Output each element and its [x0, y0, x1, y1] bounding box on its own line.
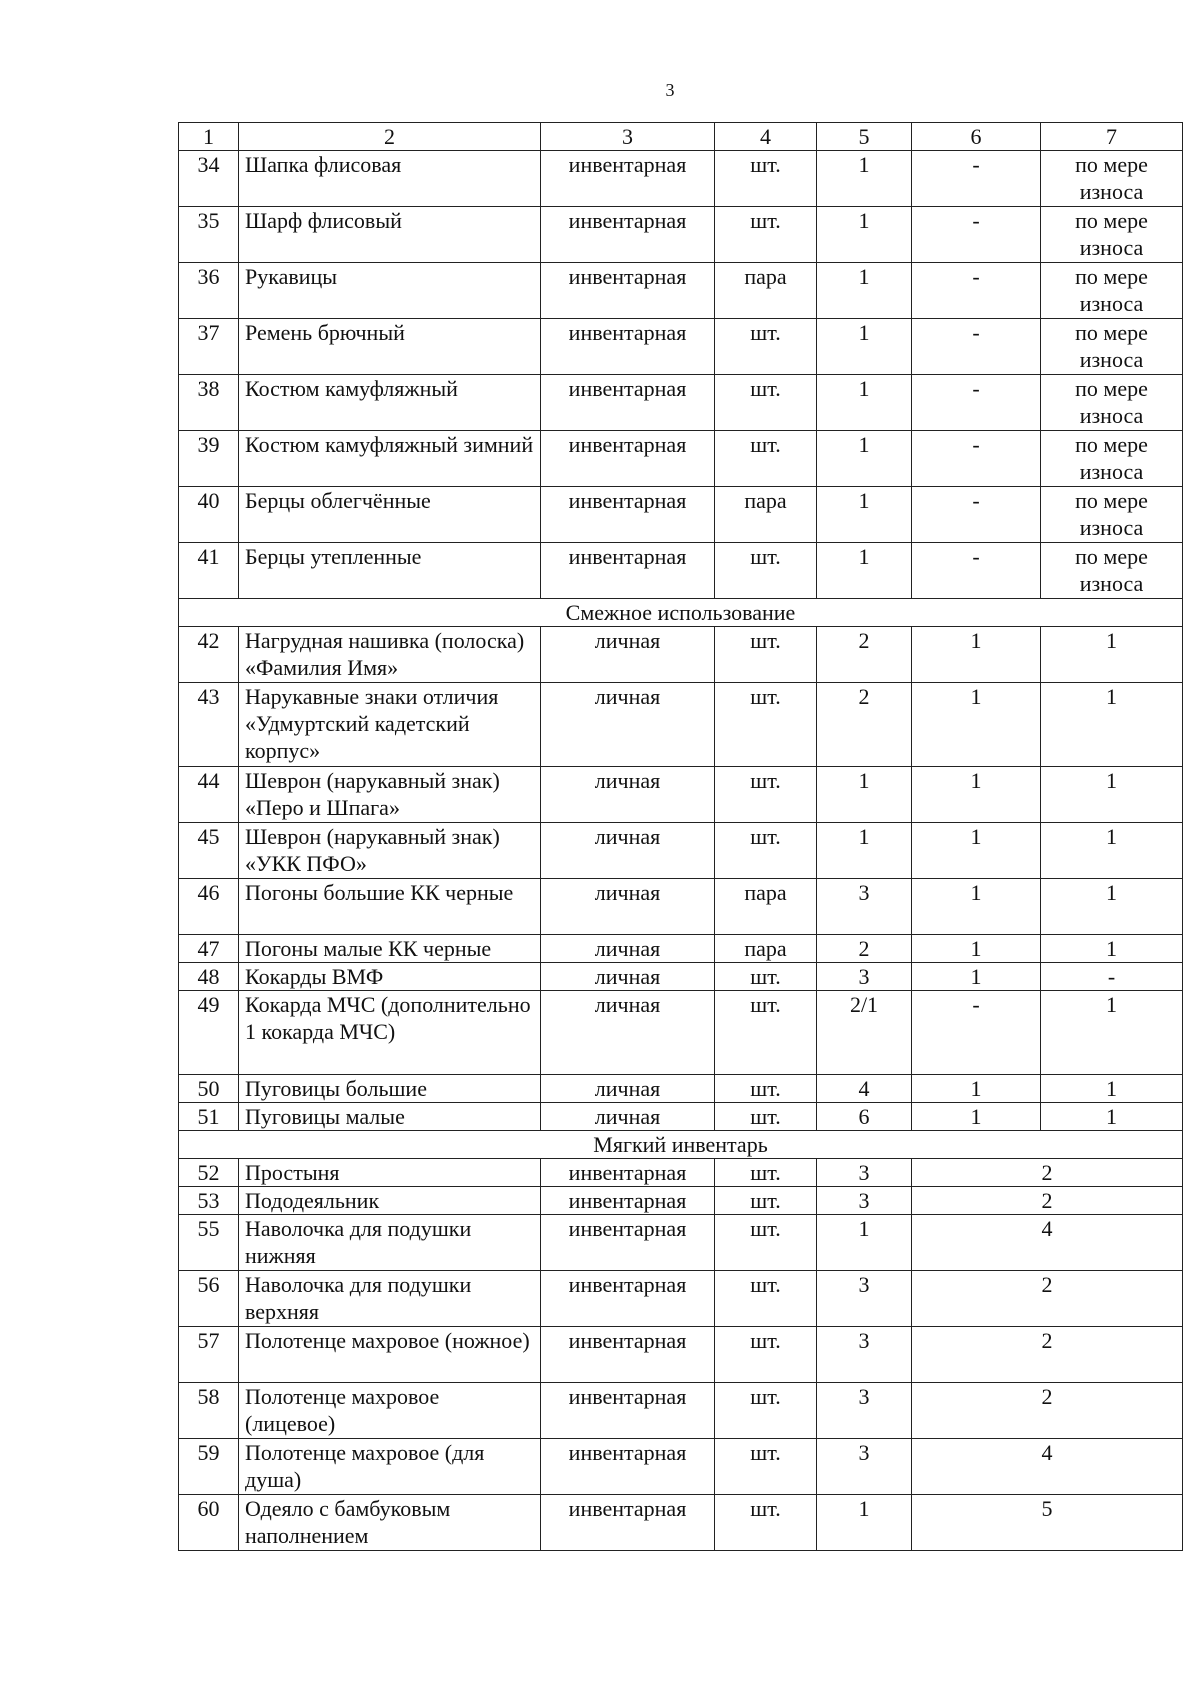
item-qty-col5: 1 — [817, 823, 912, 879]
item-qty-col7: 1 — [1041, 627, 1183, 683]
item-unit: шт. — [715, 683, 817, 767]
item-name: Полотенце махровое (для душа) — [239, 1439, 541, 1495]
item-name: Кокарда МЧС (дополнительно 1 кокарда МЧС) — [239, 991, 541, 1075]
table-row — [179, 1215, 1183, 1271]
item-type: личная — [541, 683, 715, 767]
item-unit: шт. — [715, 375, 817, 431]
row-number: 52 — [179, 1159, 239, 1187]
item-type: инвентарная — [541, 1271, 715, 1327]
item-type: личная — [541, 1103, 715, 1131]
item-qty-col5: 3 — [817, 1187, 912, 1215]
item-qty-col7: 1 — [1041, 1103, 1183, 1131]
item-name: Нагрудная нашивка (полоска) «Фамилия Имя» — [239, 627, 541, 683]
table-row — [179, 1159, 1183, 1187]
item-type: инвентарная — [541, 375, 715, 431]
item-type: личная — [541, 627, 715, 683]
item-name: Рукавицы — [239, 263, 541, 319]
item-unit: шт. — [715, 1103, 817, 1131]
table-row — [179, 487, 1183, 543]
item-qty-col5: 1 — [817, 263, 912, 319]
item-qty-col6: - — [912, 431, 1041, 487]
item-type: инвентарная — [541, 1439, 715, 1495]
item-name: Пододеяльник — [239, 1187, 541, 1215]
item-qty-col7: 1 — [1041, 991, 1183, 1075]
item-qty-col7: по мере износа — [1041, 375, 1183, 431]
table-row — [179, 1271, 1183, 1327]
item-name: Шарф флисовый — [239, 207, 541, 263]
item-qty-col5: 1 — [817, 487, 912, 543]
table-row — [179, 1383, 1183, 1439]
item-unit: пара — [715, 879, 817, 935]
item-qty-col6-7: 2 — [912, 1327, 1183, 1383]
page-number: 3 — [665, 80, 675, 100]
item-type: инвентарная — [541, 1159, 715, 1187]
table-row — [179, 1327, 1183, 1383]
item-qty-col5: 3 — [817, 1327, 912, 1383]
item-qty-col6: - — [912, 151, 1041, 207]
table-row — [179, 991, 1183, 1075]
item-name: Ремень брючный — [239, 319, 541, 375]
item-type: личная — [541, 935, 715, 963]
item-qty-col6: - — [912, 263, 1041, 319]
table-row — [179, 627, 1183, 683]
item-name: Погоны большие КК черные — [239, 879, 541, 935]
table-row — [179, 823, 1183, 879]
item-name: Одеяло с бамбуковым наполнением — [239, 1495, 541, 1551]
item-name: Шеврон (нарукавный знак) «УКК ПФО» — [239, 823, 541, 879]
item-unit: шт. — [715, 1187, 817, 1215]
row-number: 58 — [179, 1383, 239, 1439]
item-unit: шт. — [715, 319, 817, 375]
item-qty-col6: 1 — [912, 963, 1041, 991]
row-number: 39 — [179, 431, 239, 487]
item-type: инвентарная — [541, 1383, 715, 1439]
item-unit: шт. — [715, 1327, 817, 1383]
item-name: Берцы утепленные — [239, 543, 541, 599]
item-type: инвентарная — [541, 1327, 715, 1383]
row-number: 38 — [179, 375, 239, 431]
item-qty-col5: 1 — [817, 207, 912, 263]
item-type: личная — [541, 963, 715, 991]
row-number: 43 — [179, 683, 239, 767]
item-qty-col5: 1 — [817, 431, 912, 487]
item-qty-col5: 1 — [817, 543, 912, 599]
item-qty-col5: 1 — [817, 1215, 912, 1271]
item-unit: пара — [715, 263, 817, 319]
item-qty-col5: 3 — [817, 1383, 912, 1439]
item-qty-col6-7: 5 — [912, 1495, 1183, 1551]
item-name: Наволочка для подушки верхняя — [239, 1271, 541, 1327]
item-unit: шт. — [715, 767, 817, 823]
item-type: инвентарная — [541, 431, 715, 487]
item-qty-col6: 1 — [912, 935, 1041, 963]
item-qty-col6-7: 2 — [912, 1159, 1183, 1187]
item-qty-col5: 2/1 — [817, 991, 912, 1075]
item-unit: шт. — [715, 1215, 817, 1271]
item-unit: пара — [715, 935, 817, 963]
item-name: Полотенце махровое (ножное) — [239, 1327, 541, 1383]
row-number: 40 — [179, 487, 239, 543]
item-qty-col7: по мере износа — [1041, 543, 1183, 599]
item-unit: шт. — [715, 1271, 817, 1327]
item-qty-col6: 1 — [912, 683, 1041, 767]
item-type: личная — [541, 991, 715, 1075]
item-qty-col6: 1 — [912, 1103, 1041, 1131]
item-unit: шт. — [715, 627, 817, 683]
item-qty-col7: 1 — [1041, 935, 1183, 963]
item-qty-col6: 1 — [912, 627, 1041, 683]
item-qty-col6: 1 — [912, 823, 1041, 879]
row-number: 48 — [179, 963, 239, 991]
item-qty-col6: - — [912, 487, 1041, 543]
item-unit: шт. — [715, 151, 817, 207]
item-unit: шт. — [715, 207, 817, 263]
item-qty-col5: 2 — [817, 683, 912, 767]
row-number: 41 — [179, 543, 239, 599]
table-row — [179, 319, 1183, 375]
section-title: Мягкий инвентарь — [179, 1131, 1183, 1159]
row-number: 55 — [179, 1215, 239, 1271]
item-qty-col6-7: 2 — [912, 1271, 1183, 1327]
item-qty-col6: - — [912, 375, 1041, 431]
row-number: 49 — [179, 991, 239, 1075]
table-row — [179, 151, 1183, 207]
column-header: 2 — [239, 123, 541, 151]
item-name: Кокарды ВМФ — [239, 963, 541, 991]
item-qty-col5: 1 — [817, 767, 912, 823]
item-qty-col7: 1 — [1041, 823, 1183, 879]
item-qty-col7: по мере износа — [1041, 207, 1183, 263]
item-name: Пуговицы малые — [239, 1103, 541, 1131]
item-type: инвентарная — [541, 487, 715, 543]
item-unit: шт. — [715, 1439, 817, 1495]
item-qty-col6: - — [912, 991, 1041, 1075]
item-type: инвентарная — [541, 543, 715, 599]
item-qty-col6: 1 — [912, 879, 1041, 935]
item-name: Берцы облегчённые — [239, 487, 541, 543]
row-number: 57 — [179, 1327, 239, 1383]
item-qty-col6: - — [912, 207, 1041, 263]
item-qty-col6: - — [912, 543, 1041, 599]
table-row — [179, 879, 1183, 935]
table-row — [179, 543, 1183, 599]
item-unit: шт. — [715, 991, 817, 1075]
item-unit: шт. — [715, 543, 817, 599]
table-row — [179, 1495, 1183, 1551]
table-row — [179, 263, 1183, 319]
item-type: личная — [541, 767, 715, 823]
row-number: 34 — [179, 151, 239, 207]
row-number: 50 — [179, 1075, 239, 1103]
item-qty-col5: 1 — [817, 1495, 912, 1551]
item-type: инвентарная — [541, 319, 715, 375]
row-number: 51 — [179, 1103, 239, 1131]
item-qty-col7: 1 — [1041, 683, 1183, 767]
item-qty-col7: - — [1041, 963, 1183, 991]
table-row — [179, 1187, 1183, 1215]
item-qty-col5: 3 — [817, 1271, 912, 1327]
item-qty-col7: 1 — [1041, 1075, 1183, 1103]
row-number: 35 — [179, 207, 239, 263]
row-number: 45 — [179, 823, 239, 879]
item-qty-col6-7: 4 — [912, 1215, 1183, 1271]
row-number: 59 — [179, 1439, 239, 1495]
item-qty-col5: 3 — [817, 879, 912, 935]
column-header: 1 — [179, 123, 239, 151]
item-type: личная — [541, 823, 715, 879]
item-qty-col5: 1 — [817, 375, 912, 431]
row-number: 47 — [179, 935, 239, 963]
item-type: инвентарная — [541, 151, 715, 207]
row-number: 56 — [179, 1271, 239, 1327]
item-qty-col5: 1 — [817, 319, 912, 375]
item-name: Костюм камуфляжный — [239, 375, 541, 431]
item-type: личная — [541, 1075, 715, 1103]
item-type: инвентарная — [541, 1495, 715, 1551]
item-unit: шт. — [715, 963, 817, 991]
section-row — [179, 1131, 1183, 1159]
item-qty-col7: по мере износа — [1041, 151, 1183, 207]
item-name: Пуговицы большие — [239, 1075, 541, 1103]
table-row — [179, 431, 1183, 487]
inventory-table — [178, 122, 1183, 1551]
item-qty-col6-7: 2 — [912, 1187, 1183, 1215]
item-qty-col7: 1 — [1041, 767, 1183, 823]
row-number: 42 — [179, 627, 239, 683]
row-number: 37 — [179, 319, 239, 375]
item-unit: пара — [715, 487, 817, 543]
item-qty-col5: 6 — [817, 1103, 912, 1131]
item-qty-col5: 3 — [817, 963, 912, 991]
item-type: инвентарная — [541, 1215, 715, 1271]
row-number: 46 — [179, 879, 239, 935]
column-header-row — [179, 123, 1183, 151]
table-row — [179, 767, 1183, 823]
item-name: Шапка флисовая — [239, 151, 541, 207]
item-qty-col5: 3 — [817, 1159, 912, 1187]
item-qty-col5: 3 — [817, 1439, 912, 1495]
column-header: 7 — [1041, 123, 1183, 151]
item-qty-col7: по мере износа — [1041, 431, 1183, 487]
table-row — [179, 375, 1183, 431]
item-name: Наволочка для подушки нижняя — [239, 1215, 541, 1271]
item-qty-col6-7: 2 — [912, 1383, 1183, 1439]
row-number: 36 — [179, 263, 239, 319]
item-name: Костюм камуфляжный зимний — [239, 431, 541, 487]
item-qty-col7: 1 — [1041, 879, 1183, 935]
column-header: 5 — [817, 123, 912, 151]
row-number: 60 — [179, 1495, 239, 1551]
row-number: 53 — [179, 1187, 239, 1215]
table-row — [179, 207, 1183, 263]
item-qty-col5: 2 — [817, 627, 912, 683]
item-type: инвентарная — [541, 263, 715, 319]
column-header: 3 — [541, 123, 715, 151]
item-qty-col5: 1 — [817, 151, 912, 207]
item-qty-col7: по мере износа — [1041, 319, 1183, 375]
column-header: 4 — [715, 123, 817, 151]
item-unit: шт. — [715, 1075, 817, 1103]
section-title: Смежное использование — [179, 599, 1183, 627]
column-header: 6 — [912, 123, 1041, 151]
item-qty-col6: 1 — [912, 1075, 1041, 1103]
item-qty-col6-7: 4 — [912, 1439, 1183, 1495]
table-row — [179, 1103, 1183, 1131]
item-qty-col7: по мере износа — [1041, 487, 1183, 543]
table-row — [179, 963, 1183, 991]
item-unit: шт. — [715, 1383, 817, 1439]
table-row — [179, 1075, 1183, 1103]
item-type: инвентарная — [541, 1187, 715, 1215]
item-unit: шт. — [715, 823, 817, 879]
item-name: Простыня — [239, 1159, 541, 1187]
item-unit: шт. — [715, 431, 817, 487]
item-qty-col5: 4 — [817, 1075, 912, 1103]
item-name: Полотенце махровое (лицевое) — [239, 1383, 541, 1439]
table-row — [179, 683, 1183, 767]
item-name: Погоны малые КК черные — [239, 935, 541, 963]
item-qty-col6: - — [912, 319, 1041, 375]
section-row — [179, 599, 1183, 627]
item-type: личная — [541, 879, 715, 935]
item-unit: шт. — [715, 1159, 817, 1187]
item-qty-col5: 2 — [817, 935, 912, 963]
item-type: инвентарная — [541, 207, 715, 263]
item-name: Шеврон (нарукавный знак) «Перо и Шпага» — [239, 767, 541, 823]
table-row — [179, 935, 1183, 963]
table-row — [179, 1439, 1183, 1495]
item-unit: шт. — [715, 1495, 817, 1551]
item-name: Нарукавные знаки отличия «Удмуртский кадетский корпус» — [239, 683, 541, 767]
row-number: 44 — [179, 767, 239, 823]
item-qty-col6: 1 — [912, 767, 1041, 823]
item-qty-col7: по мере износа — [1041, 263, 1183, 319]
